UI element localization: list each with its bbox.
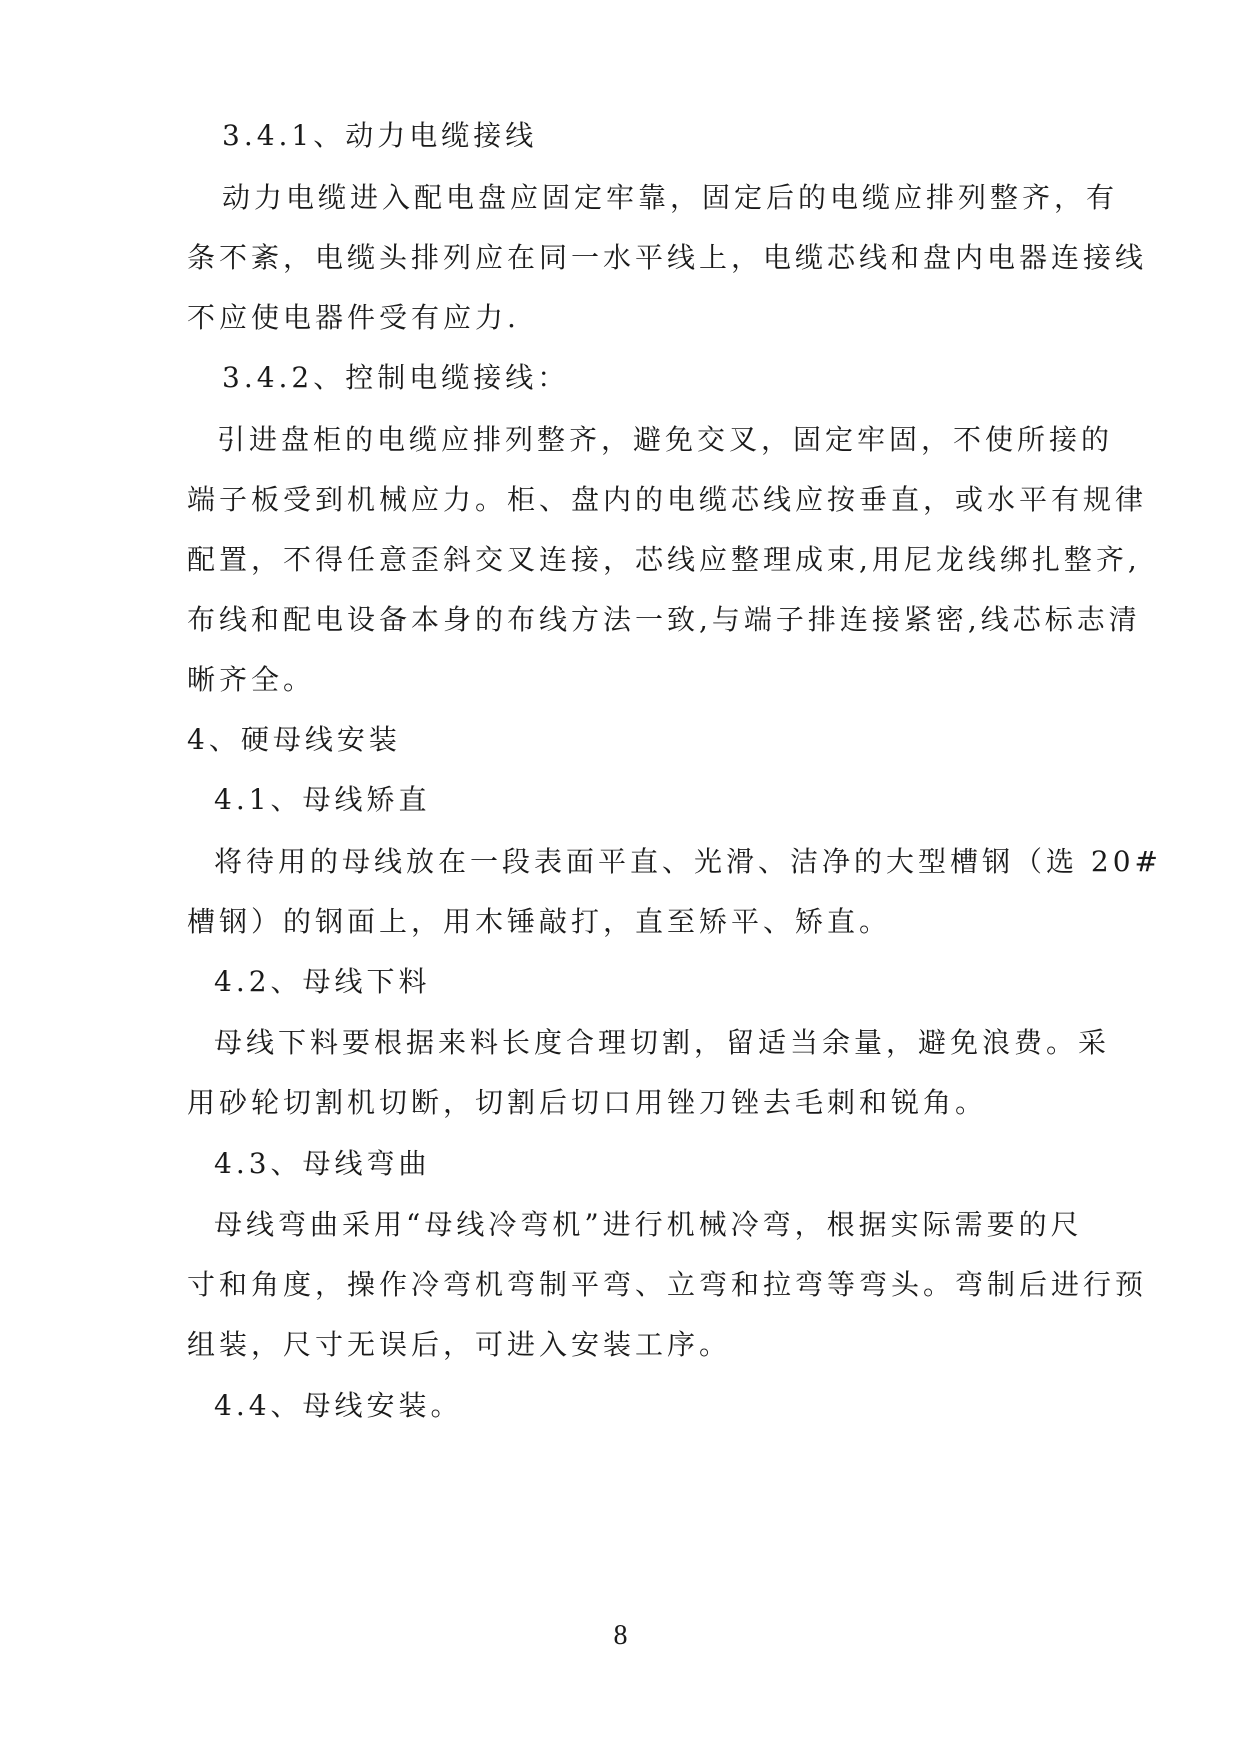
paragraph-line: 寸和角度，操作冷弯机弯制平弯、立弯和拉弯等弯头。弯制后进行预 (187, 1268, 1148, 1301)
heading-4-3: 4.3、母线弯曲 (214, 1147, 431, 1180)
paragraph-line: 母线下料要根据来料长度合理切割，留适当余量，避免浪费。采 (214, 1026, 1111, 1059)
paragraph-line: 引进盘柜的电缆应排列整齐，避免交叉，固定牢固，不使所接的 (217, 423, 1114, 456)
page-number: 8 (613, 1620, 628, 1651)
paragraph-line: 配置，不得任意歪斜交叉连接，芯线应整理成束,用尼龙线绑扎整齐, (187, 543, 1141, 576)
paragraph-line: 组装，尺寸无误后，可进入安装工序。 (187, 1328, 732, 1361)
paragraph-line: 动力电缆进入配电盘应固定牢靠，固定后的电缆应排列整齐，有 (222, 181, 1119, 214)
paragraph-line: 将待用的母线放在一段表面平直、光滑、洁净的大型槽钢（选 20# (214, 845, 1162, 878)
paragraph-line: 槽钢）的钢面上，用木锤敲打，直至矫平、矫直。 (187, 905, 892, 938)
paragraph-line: 端子板受到机械应力。柜、盘内的电缆芯线应按垂直，或水平有规律 (187, 483, 1148, 516)
heading-4-4: 4.4、母线安装。 (214, 1389, 463, 1422)
heading-4: 4、硬母线安装 (187, 723, 401, 756)
heading-4-2: 4.2、母线下料 (214, 965, 431, 998)
paragraph-line: 用砂轮切割机切断，切割后切口用锉刀锉去毛刺和锐角。 (187, 1086, 988, 1119)
heading-4-1: 4.1、母线矫直 (214, 783, 431, 816)
paragraph-line: 布线和配电设备本身的布线方法一致,与端子排连接紧密,线芯标志清 (187, 603, 1141, 636)
paragraph-line: 母线弯曲采用“母线冷弯机”进行机械冷弯，根据实际需要的尺 (214, 1208, 1083, 1241)
paragraph-line: 条不紊，电缆头排列应在同一水平线上，电缆芯线和盘内电器连接线 (187, 241, 1148, 274)
heading-3-4-2: 3.4.2、控制电缆接线： (222, 361, 570, 394)
paragraph-line: 晰齐全。 (187, 663, 316, 696)
heading-3-4-1: 3.4.1、动力电缆接线 (222, 119, 538, 152)
paragraph-line: 不应使电器件受有应力. (187, 301, 520, 334)
